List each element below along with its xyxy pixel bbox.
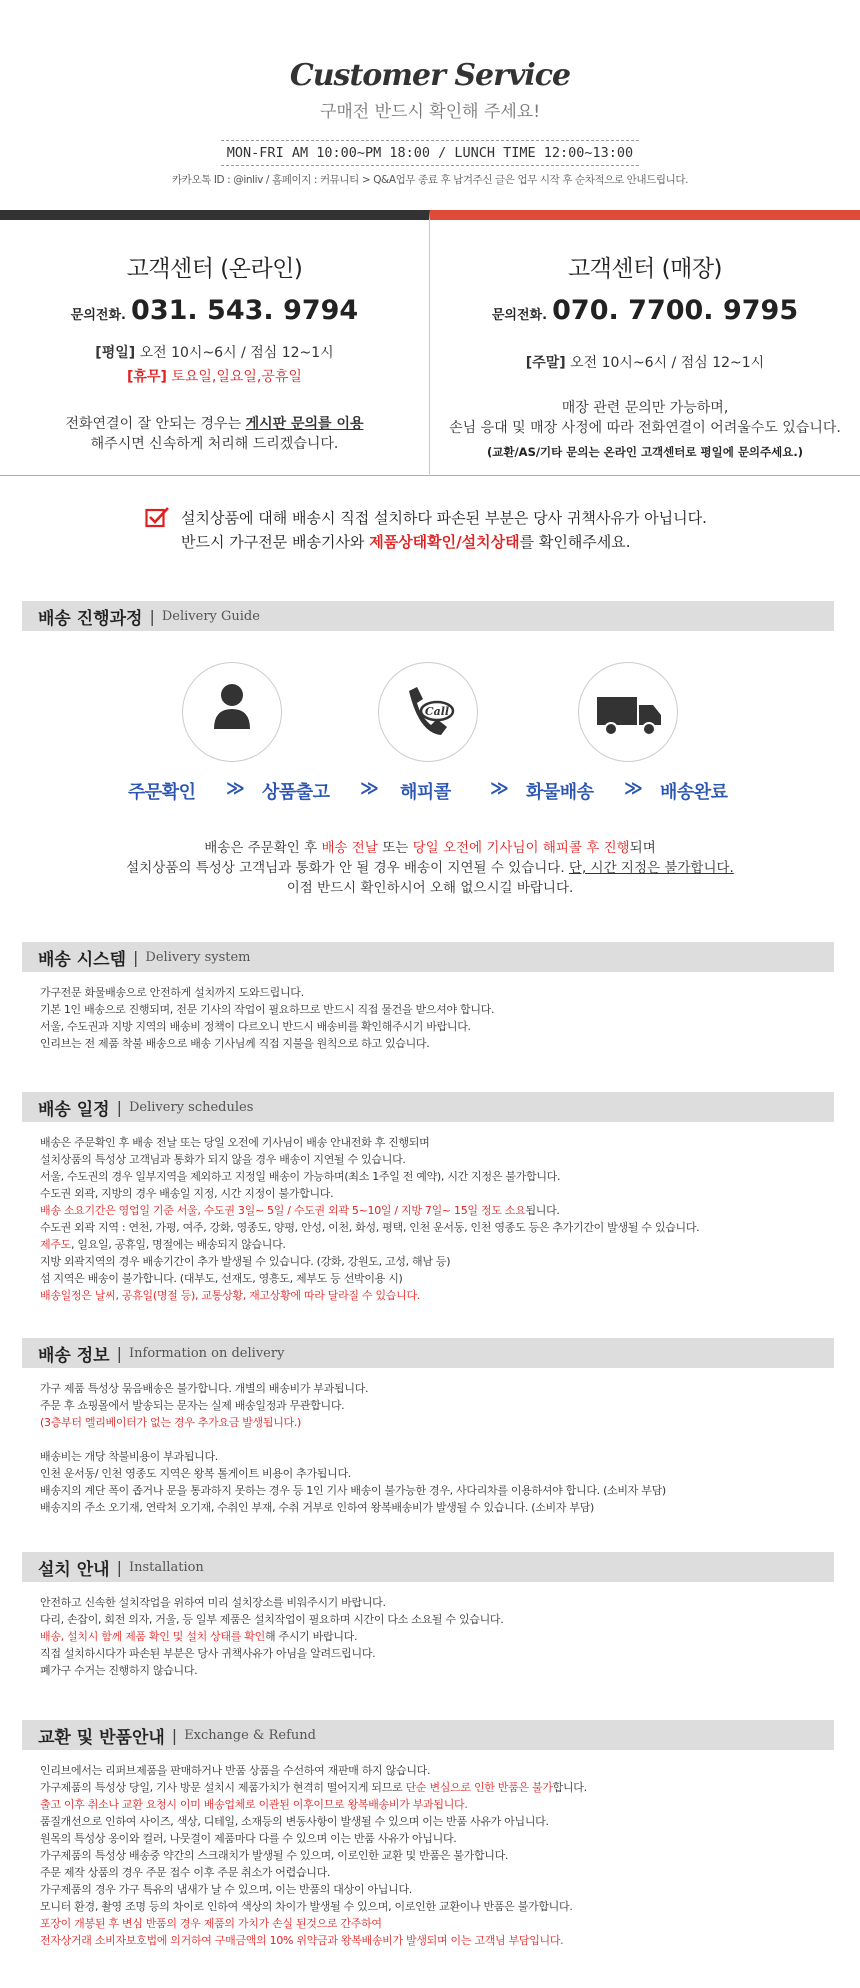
list-item: 전자상거래 소비자보호법에 의거하여 구매금액의 10% 위약금과 왕복배송비가 발생되며 이는 고객님 부담입니다.	[40, 1934, 564, 1947]
list-item: 수도권 외곽 지역 : 연천, 가평, 여주, 강화, 영종도, 양평, 안성, 이천, 화성, 평택, 인천 운서동, 인천 영종도 등은 추가기간이 발생될 수 있습니다.	[40, 1221, 700, 1234]
cs-subtitle: 구매전 반드시 확인해 주세요!	[319, 102, 541, 122]
refund-line-2c: 합니다.	[552, 1781, 587, 1794]
guide-line-1e: 되며	[629, 840, 656, 856]
section-title-ko: 배송 일정	[38, 1099, 110, 1120]
schedule-list	[40, 1134, 840, 1304]
list-item: 기본 1인 배송으로 진행되며, 전문 기사의 작업이 필요하므로 반드시 직접 물건을 받으셔야 합니다.	[40, 1003, 495, 1016]
system-list	[40, 984, 840, 1052]
list-item: 배송은 주문확인 후 배송 전날 또는 당일 오전에 기사님이 배송 안내전화 후 진행되며	[40, 1136, 430, 1149]
guide-line-1c: 또는	[377, 840, 413, 856]
list-item: 배송비는 개당 착불비용이 부과됩니다.	[40, 1450, 219, 1463]
guide-line-1	[0, 838, 860, 858]
list-item: 포장이 개봉된 후 변심 반품의 경우 제품의 가치가 손실 된것으로 간주하여	[40, 1917, 382, 1930]
delivery-steps	[0, 662, 860, 812]
cs-header	[0, 0, 860, 187]
section-divider: |	[116, 1097, 122, 1117]
refund-line-2b: 단순 변심으로 인한 반품은 불가	[405, 1781, 553, 1794]
tel-label: 문의전화.	[491, 308, 548, 323]
holiday-label: [휴무]	[127, 369, 167, 385]
list-item: 출고 이후 취소나 교환 요청시 이미 배송업체로 이관된 이후이므로 왕복배송비가 부과됩니다.	[40, 1798, 468, 1811]
list-item: 모니터 환경, 촬영 조명 등의 차이로 인하여 색상의 차이가 발생될 수 있으며, 이로인한 교환이나 반품은 불가합니다.	[40, 1900, 573, 1913]
section-divider: |	[116, 1343, 122, 1363]
install-list	[40, 1594, 840, 1679]
list-item: 가구 제품 특성상 묶음배송은 불가합니다. 개별의 배송비가 부과됩니다.	[40, 1382, 369, 1395]
list-item: 수도권 외곽, 지방의 경우 배송일 지정, 시간 지정이 불가합니다.	[40, 1187, 334, 1200]
step-arrow-4: ≫	[624, 778, 643, 799]
step-arrow-2: ≫	[360, 778, 379, 799]
store-note-1: 매장 관련 문의만 가능하며,	[561, 400, 729, 416]
list-item	[40, 1628, 840, 1645]
list-item: 주문 제작 상품의 경우 주문 접수 이후 주문 취소가 어렵습니다.	[40, 1866, 331, 1879]
notice-line-2c: 를 확인해주세요.	[519, 533, 631, 551]
section-delivery-guide	[22, 601, 834, 631]
center-online-title: 고객센터 (온라인)	[126, 256, 303, 282]
weekday-text: 오전 10시~6시 / 점심 12~1시	[135, 345, 334, 361]
list-item: 서울, 수도권의 경우 일부지역을 제외하고 지정일 배송이 가능하며(최소 1주일 전 예약), 시간 지정은 불가합니다.	[40, 1170, 561, 1183]
tel-label: 문의전화.	[70, 308, 126, 323]
weekend-text: 오전 10시~6시 / 점심 12~1시	[565, 355, 765, 371]
list-item	[40, 1779, 840, 1796]
step-freight: 화물배송	[526, 782, 594, 803]
list-item: 인리브에서는 리퍼브제품을 판매하거나 반품 상품을 수선하여 재판매 하지 않습니다.	[40, 1764, 431, 1777]
list-item: 배송지의 주소 오기재, 연락처 오기재, 수취인 부재, 수취 거부로 인하여 왕복배송비가 발생될 수 있습니다. (소비자 부담)	[40, 1501, 595, 1514]
step-arrow-3: ≫	[490, 778, 509, 799]
list-item: 배송일정은 날씨, 공휴일(명절 등), 교통상황, 재고상황에 따라 달라질 수 있습니다.	[40, 1289, 420, 1302]
section-title-ko: 설치 안내	[38, 1559, 110, 1580]
list-item: 품질개선으로 인하여 사이즈, 색상, 디테일, 소재등의 변동사항이 발생될 수 있으며 이는 반품 사유가 아닙니다.	[40, 1815, 549, 1828]
section-title-ko: 배송 시스템	[38, 949, 127, 970]
step-order-confirm: 주문확인	[128, 782, 196, 803]
section-title-ko: 배송 정보	[38, 1345, 110, 1366]
section-title-en: Delivery system	[145, 949, 251, 965]
cs-hours: MON-FRI AM 10:00~PM 18:00 / LUNCH TIME 12:00~13:00	[221, 140, 639, 166]
list-item: 다리, 손잡이, 회전 의자, 거울, 등 일부 제품은 설치작업이 필요하며 시간이 다소 소요될 수 있습니다.	[40, 1613, 504, 1626]
list-item: 폐가구 수거는 진행하지 않습니다.	[40, 1664, 198, 1677]
list-item	[40, 1236, 840, 1253]
schedule-period-end: 됩니다.	[525, 1204, 560, 1217]
person-icon	[183, 663, 283, 763]
online-note	[0, 414, 429, 454]
weekday-hours	[0, 342, 429, 362]
phone-call-icon	[379, 663, 479, 763]
section-title-en: Delivery Guide	[161, 608, 260, 624]
center-online-tel	[0, 295, 429, 326]
guide-line-2b: 단, 시간 지정은 불가합니다.	[568, 860, 734, 876]
weekend-hours	[430, 352, 860, 372]
step-happy-call: 해피콜	[400, 782, 451, 803]
section-delivery-system	[22, 942, 834, 972]
truck-icon	[579, 663, 679, 763]
call-centers	[0, 210, 860, 476]
list-item: (3층부터 엘리베이터가 없는 경우 추가요금 발생됩니다.)	[40, 1416, 302, 1429]
weekday-label: [평일]	[95, 345, 136, 361]
section-delivery-schedules	[22, 1092, 834, 1122]
guide-text	[0, 838, 860, 898]
step-call-circle	[378, 662, 478, 762]
list-item: 주문 후 쇼핑몰에서 발송되는 문자는 실제 배송일정과 무관합니다.	[40, 1399, 345, 1412]
section-divider: |	[133, 947, 139, 967]
online-note-1b: 게시판 문의를 이용	[245, 416, 364, 432]
step-shipment: 상품출고	[262, 782, 330, 803]
notice-line-2	[181, 530, 741, 554]
call-text: Call	[424, 705, 450, 718]
list-item	[40, 1202, 840, 1219]
tel-number[interactable]: 070. 7700. 9795	[552, 295, 799, 326]
section-divider: |	[149, 606, 155, 626]
guide-line-2a: 설치상품의 특성상 고객님과 통화가 안 될 경우 배송이 지연될 수 있습니다.	[126, 860, 569, 876]
section-title-ko: 배송 진행과정	[38, 608, 143, 629]
notice-line-1: 설치상품에 대해 배송시 직접 설치하다 파손된 부분은 당사 귀책사유가 아닙니다.	[181, 509, 707, 527]
guide-line-1d: 당일 오전에 기사님이 해피콜 후 진행	[412, 840, 630, 856]
center-store-title: 고객센터 (매장)	[567, 256, 723, 282]
step-order-circle	[182, 662, 282, 762]
list-item: 직접 설치하시다가 파손된 부분은 당사 귀책사유가 아님을 알려드립니다.	[40, 1647, 376, 1660]
list-item: 서울, 수도권과 지방 지역의 배송비 정책이 다르오니 반드시 배송비를 확인해주시기 바랍니다.	[40, 1020, 471, 1033]
guide-line-1a: 배송은 주문확인 후	[204, 840, 322, 856]
section-title-en: Information on delivery	[129, 1345, 285, 1361]
center-store-tel	[430, 295, 860, 326]
list-item: 인리브는 전 제품 착불 배송으로 배송 기사님께 직접 지불을 원칙으로 하고 있습니다.	[40, 1037, 430, 1050]
list-item: 안전하고 신속한 설치작업을 위하여 미리 설치장소를 비워주시기 바랍니다.	[40, 1596, 386, 1609]
section-delivery-info	[22, 1338, 834, 1368]
section-installation	[22, 1552, 834, 1582]
section-title-ko: 교환 및 반품안내	[38, 1727, 165, 1748]
center-online	[0, 210, 430, 476]
online-note-2: 해주시면 신속하게 처리해 드리겠습니다.	[90, 436, 339, 452]
list-item: 섬 지역은 배송이 불가합니다. (대부도, 선재도, 영흥도, 제부도 등 선박이용 시)	[40, 1272, 403, 1285]
list-item: 가구전문 화물배송으로 안전하게 설치까지 도와드립니다.	[40, 986, 304, 999]
online-note-1a: 전화연결이 잘 안되는 경우는	[65, 416, 246, 432]
no-delivery-text: , 일요일, 공휴일, 명절에는 배송되지 않습니다.	[70, 1238, 286, 1251]
cs-title: Customer Service	[289, 58, 571, 93]
install-check-end: 해 주시기 바랍니다.	[264, 1630, 358, 1643]
jeju-text: 제주도	[40, 1238, 71, 1251]
store-note	[430, 398, 860, 438]
info-list	[40, 1380, 840, 1516]
checkbox-check-icon	[145, 506, 169, 528]
list-item: 배송지의 계단 폭이 좁거나 문을 통과하지 못하는 경우 등 1인 기사 배송이 불가능한 경우, 사다리차를 이용하셔야 합니다. (소비자 부담)	[40, 1484, 666, 1497]
refund-list	[40, 1762, 840, 1949]
store-note-3: (교환/AS/기타 문의는 온라인 고객센터로 평일에 문의주세요.)	[487, 445, 803, 459]
center-store	[430, 210, 860, 476]
list-item: 지방 외곽지역의 경우 배송기간이 추가 발생될 수 있습니다. (강화, 강원도, 고성, 해남 등)	[40, 1255, 451, 1268]
cs-kakao-info: 카카오톡 ID : @inliv / 홈페이지 : 커뮤니티 > Q&A업무 종료 후 남겨주신 글은 업무 시작 후 순차적으로 안내드립니다.	[171, 174, 689, 186]
notice-line-2a: 반드시 가구전문 배송기사와	[181, 533, 370, 551]
install-check-text: 배송, 설치시 함께 제품 확인 및 설치 상태를 확인	[40, 1630, 265, 1643]
weekend-label: [주말]	[525, 355, 566, 371]
schedule-period: 배송 소요기간은 영업일 기준 서울, 수도권 3일~ 5일 / 수도권 외곽 5~10일 / 지방 7일~ 15일 정도 소요	[40, 1204, 526, 1217]
step-delivery-circle	[578, 662, 678, 762]
list-item: 인천 운서동/ 인천 영종도 지역은 왕복 톨게이트 비용이 추가됩니다.	[40, 1467, 351, 1480]
holiday-text: 토요일,일요일,공휴일	[166, 369, 302, 385]
spacer	[40, 1431, 840, 1448]
tel-number[interactable]: 031. 543. 9794	[131, 295, 359, 326]
list-item: 가구제품의 특성상 배송중 약간의 스크래치가 발생될 수 있으며, 이로인한 교환 및 반품은 불가합니다.	[40, 1849, 509, 1862]
guide-line-3: 이점 반드시 확인하시어 오해 없으시길 바랍니다.	[286, 880, 574, 896]
section-title-en: Installation	[129, 1559, 204, 1575]
step-complete: 배송완료	[660, 782, 728, 803]
section-divider: |	[116, 1557, 122, 1577]
holiday-info	[0, 366, 429, 386]
section-exchange-refund	[22, 1720, 834, 1750]
list-item: 설치상품의 특성상 고객님과 통화가 되지 않을 경우 배송이 지연될 수 있습니다.	[40, 1153, 406, 1166]
section-title-en: Exchange & Refund	[184, 1727, 316, 1743]
guide-line-1b: 배송 전날	[321, 840, 378, 856]
list-item: 가구제품의 경우 가구 특유의 냄새가 날 수 있으며, 이는 반품의 대상이 아닙니다.	[40, 1883, 412, 1896]
list-item: 원목의 특성상 옹이와 컬러, 나뭇결이 제품마다 다를 수 있으며 이는 반품 사유가 아닙니다.	[40, 1832, 457, 1845]
notice-highlight: 제품상태확인/설치상태	[369, 533, 520, 551]
section-title-en: Delivery schedules	[129, 1099, 254, 1115]
step-arrow-1: ≫	[226, 778, 245, 799]
notice-text	[181, 506, 741, 554]
guide-line-2	[0, 858, 860, 878]
store-note-2: 손님 응대 및 매장 사정에 따라 전화연결이 어려울수도 있습니다.	[449, 420, 841, 436]
refund-line-2a: 가구제품의 특성상 당일, 기사 방문 설치시 제품가치가 현격히 떨어지게 되므로	[40, 1781, 406, 1794]
section-divider: |	[171, 1725, 178, 1745]
